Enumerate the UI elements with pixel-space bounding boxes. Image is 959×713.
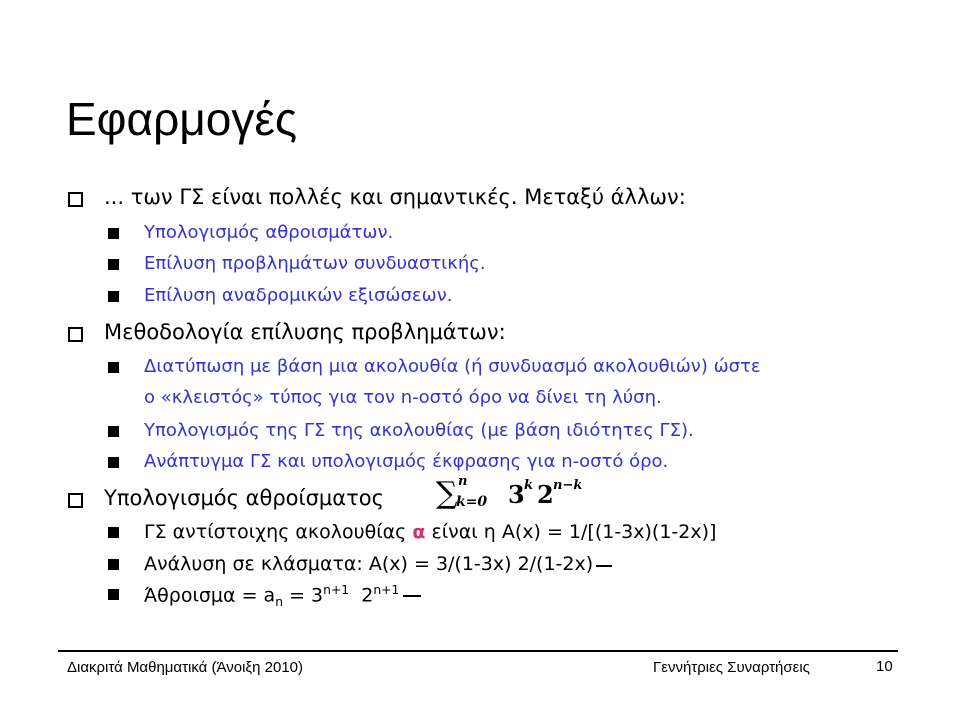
exponent-k: k <box>524 478 534 493</box>
filled-square-bullet-icon <box>108 527 119 538</box>
slide-title: Εφαρμογές <box>66 93 298 145</box>
filled-square-bullet-icon <box>108 362 119 373</box>
alpha-symbol: α <box>412 521 426 543</box>
base-3: 3 <box>508 480 525 509</box>
hollow-square-bullet-icon <box>68 493 83 508</box>
footer-topic: Γεννήτριες Συναρτήσεις <box>653 659 810 676</box>
bullet-1-text: ... των ΓΣ είναι πολλές και σημαντικές. Μεταξύ άλλων: <box>104 185 686 209</box>
footer-divider <box>58 650 898 652</box>
hollow-square-bullet-icon <box>68 327 83 342</box>
filled-square-bullet-icon <box>108 228 119 239</box>
bullet-3-text: Υπολογισμός αθροίσματος <box>104 486 384 510</box>
sum-sign: ∑ <box>436 476 458 511</box>
sum-upper-limit: n <box>458 474 468 489</box>
hollow-square-bullet-icon <box>68 192 83 207</box>
filled-square-bullet-icon <box>108 426 119 437</box>
filled-square-bullet-icon <box>108 559 119 570</box>
filled-square-bullet-icon <box>108 259 119 270</box>
filled-square-bullet-icon <box>108 291 119 302</box>
sum-formula <box>436 474 606 514</box>
filled-square-bullet-icon <box>108 457 119 468</box>
base-2: 2 <box>537 480 554 509</box>
exponent-n-minus-k: n−k <box>553 478 583 493</box>
minus-dash-2 <box>403 595 421 597</box>
bullet-2-text: Μεθοδολογία επίλυσης προβλημάτων: <box>104 320 506 344</box>
minus-dash <box>596 565 612 567</box>
filled-square-bullet-icon <box>108 589 119 600</box>
page-number: 10 <box>876 658 893 675</box>
footer-course: Διακριτά Μαθηματικά (Άνοιξη 2010) <box>67 659 304 676</box>
sum-lower-limit: k=0 <box>456 494 488 510</box>
